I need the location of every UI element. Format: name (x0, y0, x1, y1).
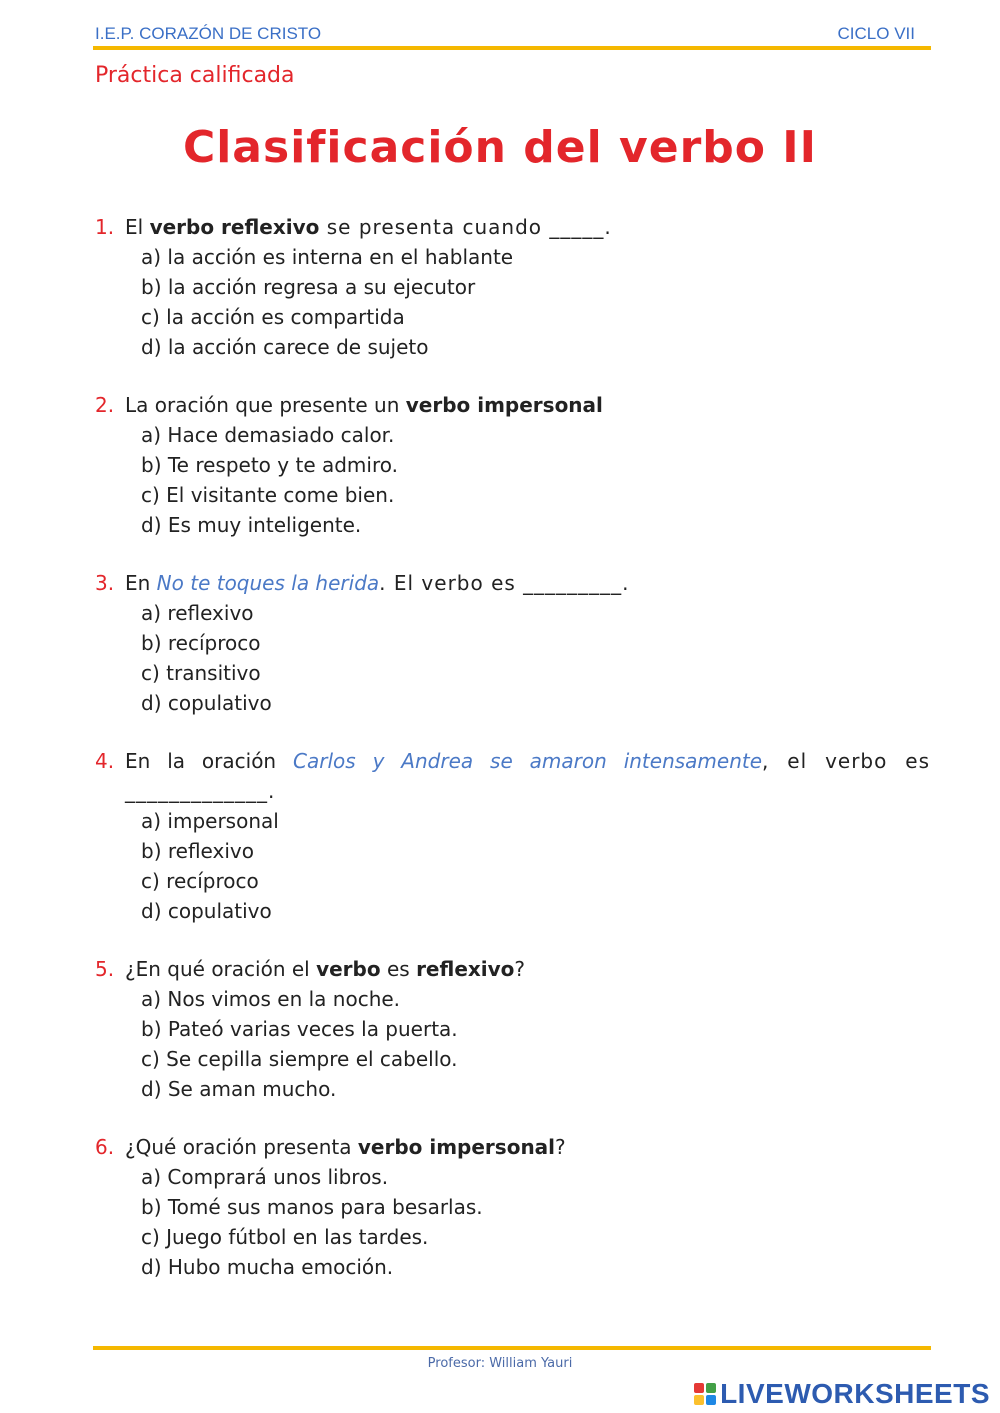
option-a[interactable]: a) impersonal (141, 809, 279, 833)
question-number: 1. (95, 215, 115, 239)
question-4 (95, 746, 930, 926)
example-sentence: No te toques la herida (156, 571, 380, 595)
option-c[interactable]: c) Juego fútbol en las tardes. (141, 1225, 429, 1249)
footer-rule (93, 1346, 931, 1350)
question-2 (95, 390, 930, 540)
header-rule (93, 46, 931, 50)
subtitle: Práctica calificada (95, 63, 295, 88)
option-b[interactable]: b) Pateó varias veces la puerta. (141, 1017, 458, 1041)
option-d[interactable]: d) Se aman mucho. (141, 1077, 337, 1101)
option-b[interactable]: b) la acción regresa a su ejecutor (141, 275, 476, 299)
key-term: reflexivo (416, 957, 515, 981)
cycle-label: CICLO VII (837, 24, 915, 43)
question-number: 6. (95, 1135, 115, 1159)
option-list (95, 984, 930, 1104)
option-a[interactable]: a) Hace demasiado calor. (141, 423, 395, 447)
option-a[interactable]: a) Nos vimos en la noche. (141, 987, 401, 1011)
key-term: verbo (316, 957, 381, 981)
question-1 (95, 212, 930, 362)
option-list (95, 1162, 930, 1282)
brand-name: LIVEWORKSHEETS (720, 1378, 990, 1409)
option-list (95, 598, 930, 718)
page-title: Clasificación del verbo II (182, 122, 818, 173)
key-term: verbo reflexivo (149, 215, 320, 239)
option-a[interactable]: a) Comprará unos libros. (141, 1165, 389, 1189)
question-stem: El verbo reflexivo se presenta cuando _____. (125, 215, 612, 239)
question-stem: ¿En qué oración el verbo es reflexivo? (125, 957, 526, 981)
question-6 (95, 1132, 930, 1282)
option-c[interactable]: c) transitivo (141, 661, 261, 685)
option-a[interactable]: a) reflexivo (141, 601, 254, 625)
option-c[interactable]: c) Se cepilla siempre el cabello. (141, 1047, 458, 1071)
question-number: 4. (95, 749, 115, 773)
option-b[interactable]: b) Tomé sus manos para besarlas. (141, 1195, 483, 1219)
question-number: 3. (95, 571, 115, 595)
option-list (95, 806, 930, 926)
option-d[interactable]: d) la acción carece de sujeto (141, 335, 429, 359)
option-list (95, 420, 930, 540)
question-3 (95, 568, 930, 718)
liveworksheets-logo-icon (694, 1383, 716, 1405)
option-b[interactable]: b) Te respeto y te admiro. (141, 453, 398, 477)
question-stem: En No te toques la herida. El verbo es _________. (125, 571, 630, 595)
key-term: verbo impersonal (357, 1135, 556, 1159)
question-number: 2. (95, 393, 115, 417)
teacher-credit: Profesor: William Yauri (427, 1356, 573, 1371)
option-a[interactable]: a) la acción es interna en el hablante (141, 245, 514, 269)
question-5 (95, 954, 930, 1104)
school-name: I.E.P. CORAZÓN DE CRISTO (95, 24, 322, 43)
option-d[interactable]: d) Es muy inteligente. (141, 513, 362, 537)
option-d[interactable]: d) copulativo (141, 899, 272, 923)
question-number: 5. (95, 957, 115, 981)
key-term: verbo impersonal (405, 393, 603, 417)
question-stem: ¿Qué oración presenta verbo impersonal? (125, 1135, 566, 1159)
option-d[interactable]: d) copulativo (141, 691, 272, 715)
option-b[interactable]: b) recíproco (141, 631, 261, 655)
question-stem: La oración que presente un verbo impersonal (125, 393, 603, 417)
option-c[interactable]: c) El visitante come bien. (141, 483, 395, 507)
example-sentence: Carlos y Andrea se amaron intensamente (293, 749, 763, 773)
option-c[interactable]: c) recíproco (141, 869, 259, 893)
option-c[interactable]: c) la acción es compartida (141, 305, 405, 329)
liveworksheets-brand (694, 1378, 990, 1410)
option-d[interactable]: d) Hubo mucha emoción. (141, 1255, 394, 1279)
option-b[interactable]: b) reflexivo (141, 839, 254, 863)
question-stem: En la oración Carlos y Andrea se amaron intensamente, el verbo es _____________. (125, 749, 930, 803)
option-list (95, 242, 930, 362)
question-list (95, 212, 930, 1310)
